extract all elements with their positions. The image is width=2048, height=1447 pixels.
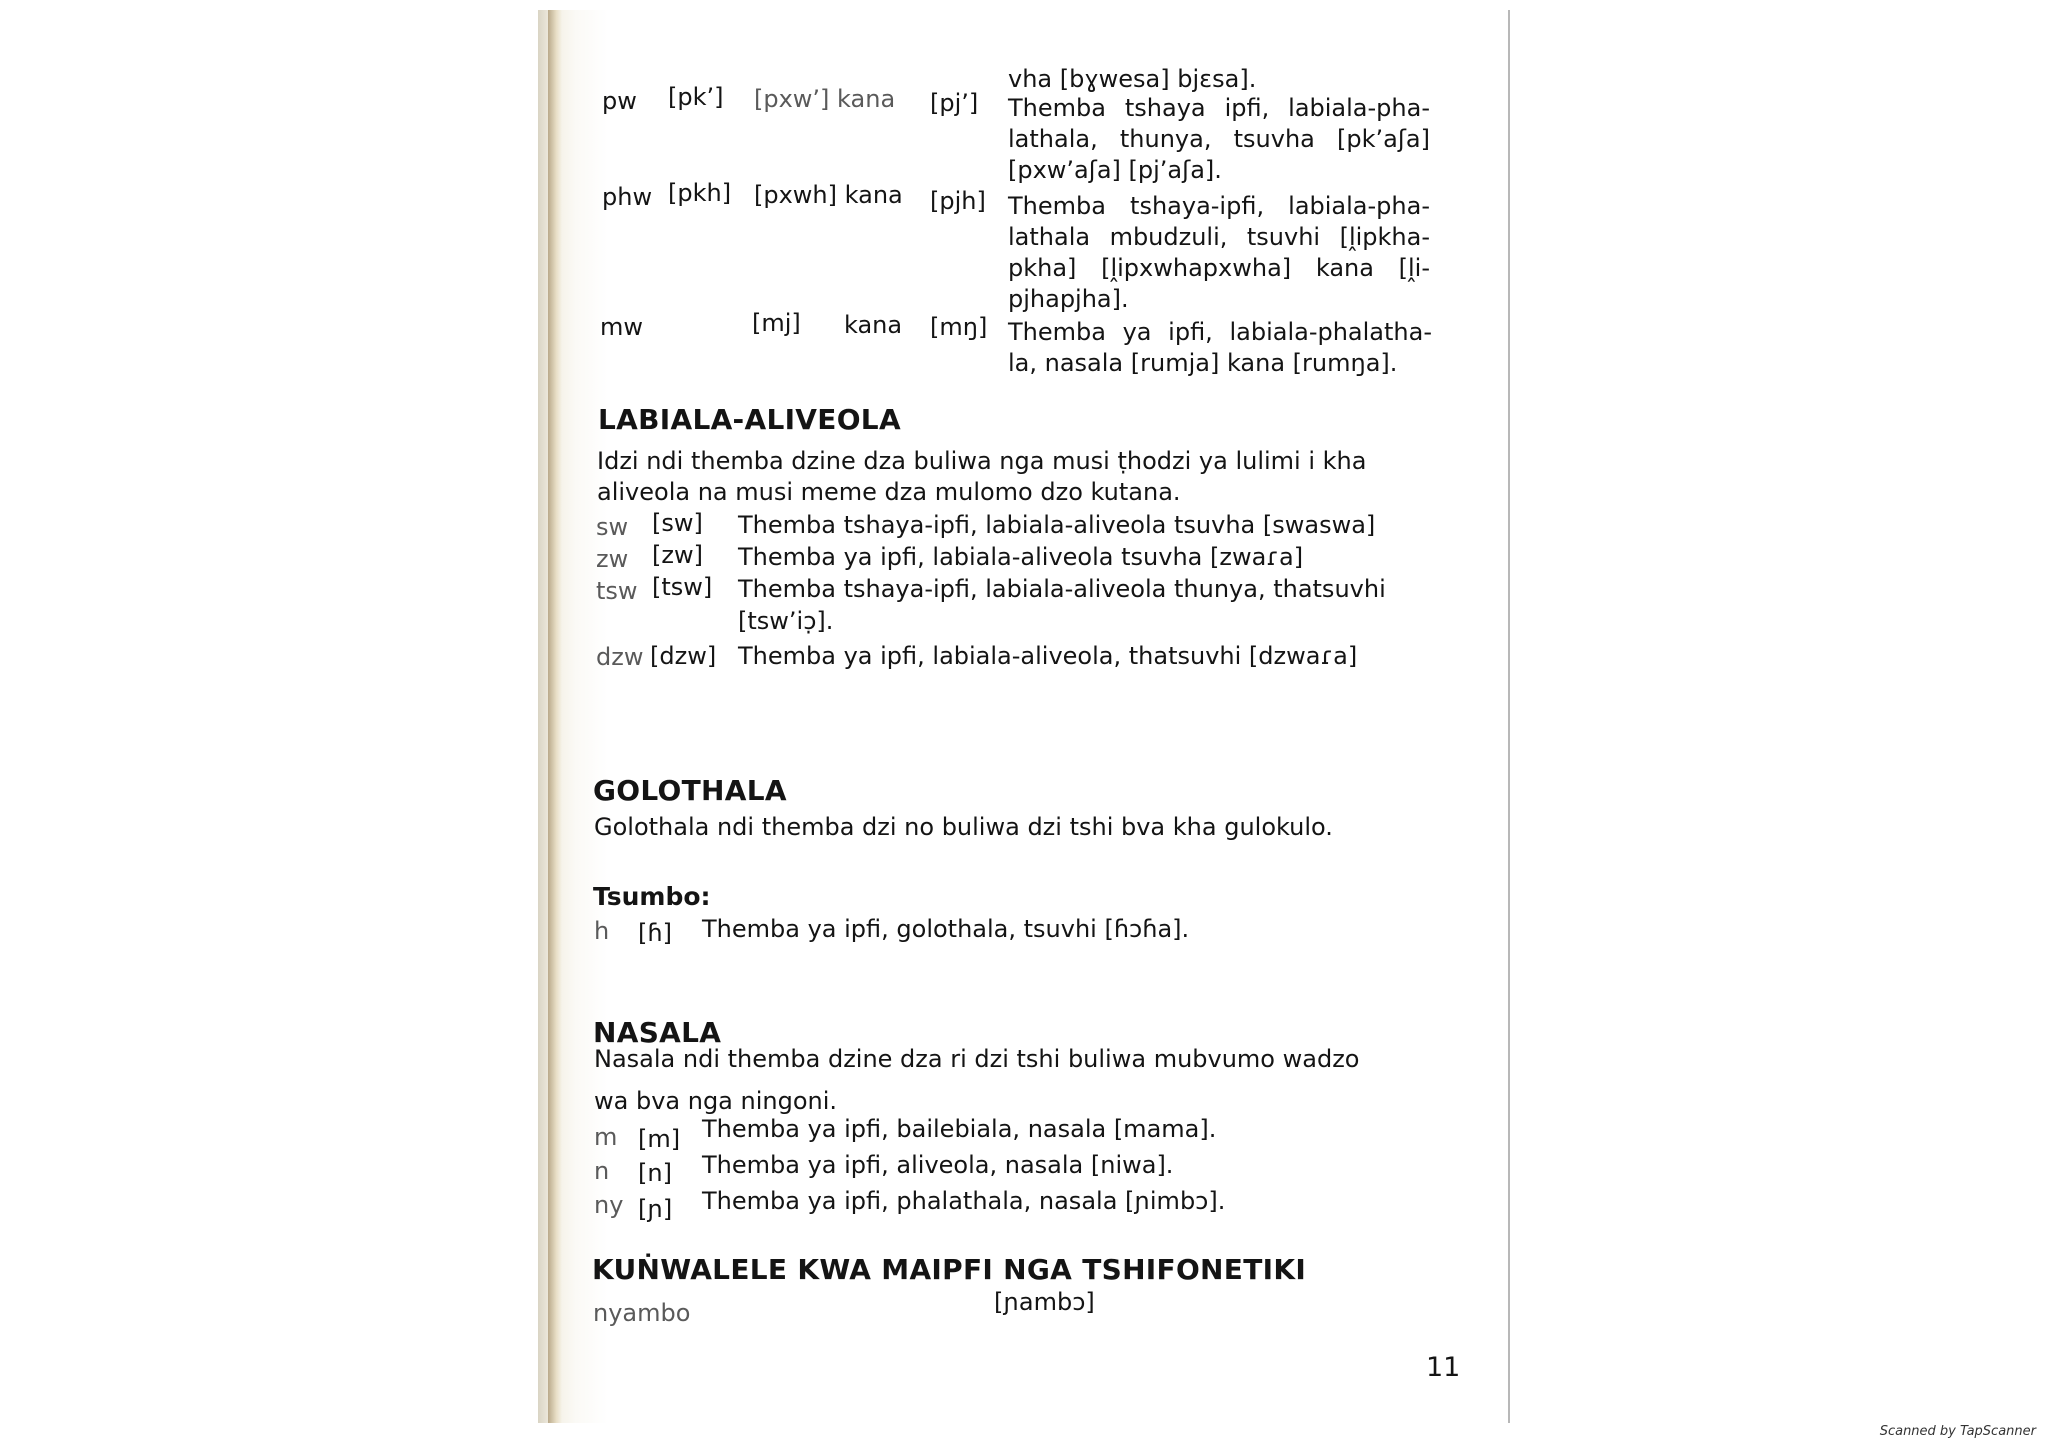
- entry-ipa-3: [pjh]: [930, 187, 986, 215]
- row-description: Themba ya ipfi, golothala, tsuvhi [ɦɔɦa].: [702, 915, 1190, 943]
- entry-description: Themba tshaya ipfi, labiala-pha- lathala, thunya, tsuvha [pk’aʃa] [pxw’aʃa] [pj’aʃa].: [1008, 94, 1430, 184]
- row-symbol: m: [594, 1123, 618, 1151]
- row-ipa: [sw]: [652, 509, 703, 537]
- row-ipa: [n]: [638, 1159, 672, 1187]
- section-intro-line: wa bva nga ningoni.: [594, 1087, 838, 1115]
- section-intro-line: Idzi ndi themba dzine dza buliwa nga musi ṭhodzi ya lulimi i kha: [597, 447, 1367, 475]
- page-edge-line: [1508, 10, 1510, 1423]
- row-description: Themba ya ipfi, phalathala, nasala [ɲimbɔ].: [702, 1187, 1226, 1215]
- row-ipa: [ɦ]: [638, 919, 672, 947]
- entry-kana: kana: [844, 311, 903, 339]
- row-ipa: [tsw]: [652, 573, 713, 601]
- section-heading-golothala: GOLOTHALA: [593, 774, 787, 807]
- page-number: 11: [1426, 1352, 1461, 1383]
- example-word: nyambo: [593, 1299, 691, 1327]
- row-ipa: [ɲ]: [638, 1195, 673, 1223]
- row-symbol: tsw: [596, 577, 638, 605]
- page-spine-shadow: [548, 10, 562, 1423]
- example-ipa: [ɲambɔ]: [994, 1288, 1095, 1316]
- entry-ipa-3: [mŋ]: [930, 313, 988, 341]
- section-intro-line: aliveola na musi meme dza mulomo dzo kutana.: [597, 478, 1181, 506]
- entry-symbol: mw: [600, 313, 644, 341]
- scanner-watermark: Scanned by TapScanner: [1879, 1424, 2036, 1439]
- entry-ipa-2: [pxw’] kana: [754, 85, 896, 113]
- row-description-continued: [tsw’iɔ̣].: [738, 607, 834, 635]
- row-description: Themba ya ipfi, aliveola, nasala [niwa].: [702, 1151, 1174, 1179]
- entry-symbol: phw: [602, 183, 653, 211]
- entry-description: Themba ya ipfi, labiala-phalatha- la, nasala [rumja] kana [rumŋa].: [1008, 318, 1432, 377]
- entry-ipa-2: [pxwh] kana: [754, 181, 903, 209]
- row-symbol: sw: [596, 513, 629, 541]
- row-description: Themba tshaya-ipfi, labiala-aliveola thunya, thatsuvhi: [738, 575, 1386, 603]
- section-intro-line: Golothala ndi themba dzi no buliwa dzi tshi bva kha gulokulo.: [594, 813, 1333, 841]
- row-symbol: zw: [596, 545, 629, 573]
- row-symbol: h: [594, 917, 610, 945]
- entry-ipa-3: [pj’]: [930, 89, 979, 117]
- row-ipa: [zw]: [652, 541, 703, 569]
- section-heading-nasala: NASALA: [593, 1016, 722, 1049]
- entry-ipa-1: [pkh]: [668, 179, 732, 207]
- subheading-tsumbo: Tsumbo:: [593, 882, 711, 911]
- row-symbol: n: [594, 1157, 610, 1185]
- row-description: Themba ya ipfi, bailebiala, nasala [mama].: [702, 1115, 1217, 1143]
- row-description: Themba tshaya-ipfi, labiala-aliveola tsuvha [swaswa]: [738, 511, 1376, 539]
- row-ipa: [m]: [638, 1125, 681, 1153]
- row-symbol: ny: [594, 1191, 624, 1219]
- row-description: Themba ya ipfi, labiala-aliveola tsuvha [zwaɾa]: [738, 543, 1304, 571]
- section-heading-labiala-aliveola: LABIALA-ALIVEOLA: [598, 403, 901, 436]
- row-ipa: [dzw]: [650, 642, 717, 670]
- row-description: Themba ya ipfi, labiala-aliveola, thatsuvhi [dzwaɾa]: [738, 642, 1358, 670]
- entry-ipa-1: [pk’]: [668, 83, 724, 111]
- entry-description: Themba tshaya-ipfi, labiala-pha- lathala mbudzuli, tsuvhi [ḽipkha- pkha] [ḽipxwhapxwha] kana [ḽi- pjhapjha].: [1008, 192, 1430, 313]
- section-heading-kunwalele: KUṄWALELE KWA MAIPFI NGA TSHIFONETIKI: [592, 1253, 1307, 1286]
- entry-symbol: pw: [602, 87, 637, 115]
- continued-line: vha [bɣwesa] bjɛsa].: [1008, 65, 1257, 93]
- entry-ipa-2: [mj]: [752, 309, 801, 337]
- section-intro-line: Nasala ndi themba dzine dza ri dzi tshi buliwa mubvumo wadzo: [594, 1045, 1360, 1073]
- row-symbol: dzw: [596, 643, 644, 671]
